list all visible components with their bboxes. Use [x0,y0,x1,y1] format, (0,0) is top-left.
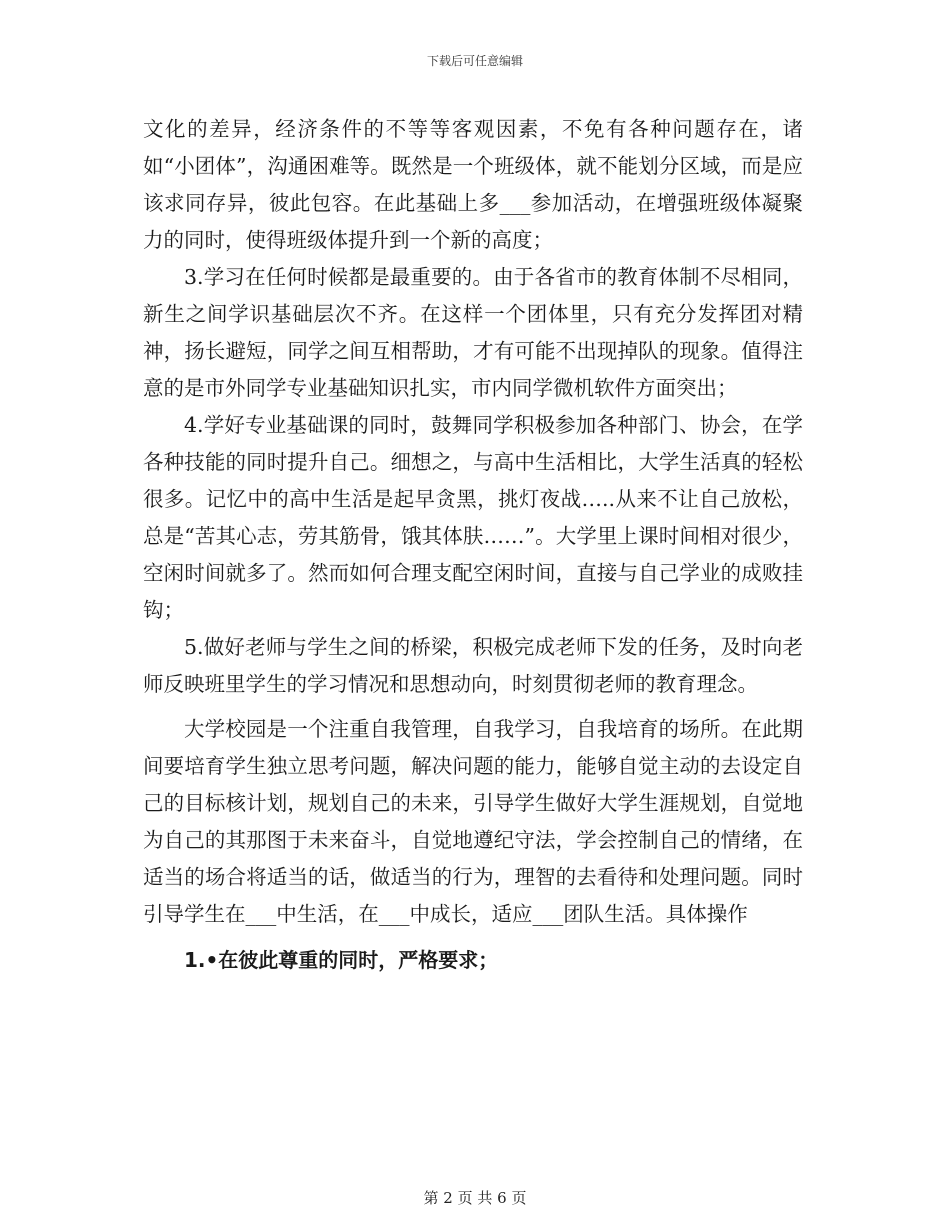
section-heading: 1.•在彼此尊重的同时，严格要求； [184,948,499,972]
paragraph-item-4: 4.学好专业基础课的同时，鼓舞同学积极参加各种部门、协会，在学各种技能的同时提升自己。细想之，与高中生活相比，大学生活真的轻松很多。记忆中的高中生活是起早贪黑，挑灯夜战…..从来不让自己放松，总是“苦其心志，劳其筋骨，饿其体肤……”。大学里上课时间相对很少，空闲时间就多了。然而如何合理支配空闲时间，直接与自己学业的成败挂钩； [143,413,803,622]
paragraph-item-5: 5.做好老师与学生之间的桥梁，积极完成老师下发的任务，及时向老师反映班里学生的学习情况和思想动向，时刻贯彻老师的教育理念。 [143,635,803,696]
paragraph-campus: 大学校园是一个注重自我管理，自我学习，自我培育的场所。在此期间要培育学生独立思考问题，解决问题的能力，能够自觉主动的去设定自己的目标核计划，规划自己的未来，引导学生做好大学生涯规划，自觉地为自己的其那图于未来奋斗，自觉地遵纪守法，学会控制自己的情绪，在适当的场合将适当的话，做适当的行为，理智的去看待和处理问题。同时引导学生在___中生活，在___中成长，适应___团队生活。具体操作 [143,717,803,926]
paragraph-item-3: 3.学习在任何时候都是最重要的。由于各省市的教育体制不尽相同，新生之间学识基础层次不齐。在这样一个团体里，只有充分发挥团对精神，扬长避短，同学之间互相帮助，才有可能不出现掉队的现象。值得注意的是市外同学专业基础知识扎实，市内同学微机软件方面突出； [143,265,803,400]
paragraph-continuation: 文化的差异，经济条件的不等等客观因素，不免有各种问题存在，诸如“小团体”，沟通困难等。既然是一个班级体，就不能划分区域，而是应该求同存异，彼此包容。在此基础上多___参加活动，在增强班级体凝聚力的同时，使得班级体提升到一个新的高度； [143,117,803,252]
document-body [143,111,803,979]
page-header: 下载后可任意编辑 [426,54,523,68]
page-number: 第 2 页 共 6 页 [423,1189,527,1207]
